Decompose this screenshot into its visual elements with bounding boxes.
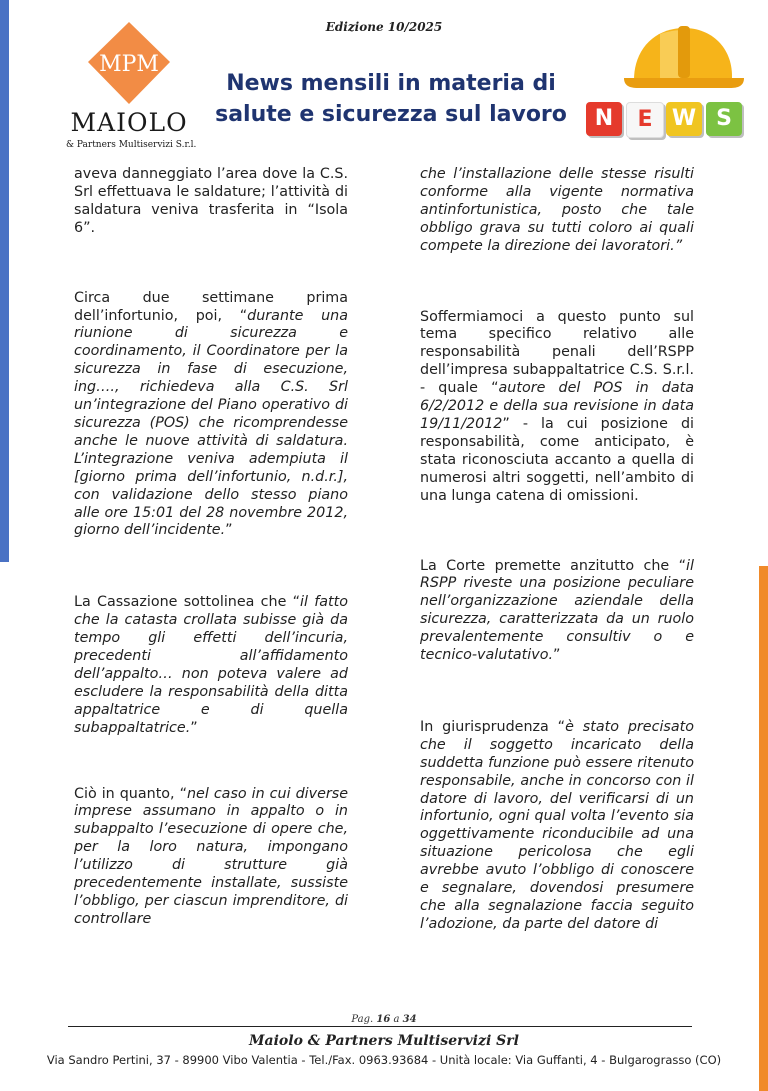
logo-initials: MPM [99, 52, 159, 77]
logo-subtitle: & Partners Multiservizi S.r.l. [66, 140, 197, 150]
left-paragraph-1: aveva danneggiato l’area dove la C.S. Srl effettuava le saldature; l’attività di saldatura veniva trasferita in “Isola 6”. [74, 166, 348, 236]
left-paragraph-3: La Cassazione sottolinea che “il fatto che la catasta crollata subisse già da tempo gli effetti dell’incuria, precedenti all’affidamento dell’appalto… non poteva valere ad escludere la responsabilità della ditta appaltatrice e di quella subappaltatrice.” [74, 594, 348, 736]
right-accent-bar [759, 566, 768, 1091]
footer-company: Maiolo & Partners Multiservizi Srl [249, 1033, 519, 1049]
news-letter-s: S [706, 102, 742, 136]
right-paragraph-1: che l’installazione delle stesse risulti conforme alla vigente normativa antinfortunistica, posto che tale obbligo grava su tutti coloro ai quali compete la direzione dei lavoratori.” [420, 166, 694, 254]
logo-diamond-icon [62, 20, 196, 112]
title-line-2: salute e sicurezza sul lavoro [215, 102, 567, 127]
newsletter-title [196, 68, 586, 130]
news-cubes [586, 102, 746, 140]
news-letter-n: N [586, 102, 622, 136]
right-paragraph-3: La Corte premette anzitutto che “il RSPP riveste una posizione peculiare nell’organizzazione aziendale della sicurezza, caratterizzata da un ruolo prevalentemente consultiv o e tecnico-valutativo.” [420, 557, 694, 664]
company-logo [62, 20, 196, 155]
left-paragraph-2: Circa due settimane prima dell’infortunio, poi, “durante una riunione di sicurezza e coordinamento, il Coordinatore per la sicurezza in fase di esecuzione, ing…., richiedeva alla C.S. Srl un’integrazione del Piano operativo di sicurezza (POS) che ricomprendesse anche le nuove attività di saldatura. L’integrazione veniva adempiuta il [giorno prima dell’infortunio, n.d.r.], con validazione dello stesso piano alle ore 15:01 del 28 novembre 2012, giorno dell’incidente.” [74, 289, 348, 539]
right-paragraph-2: Soffermiamoci a questo punto sul tema specifico relativo alle responsabilità penali dell’RSPP dell’impresa subappaltatrice C.S. S.r.l. - quale “autore del POS in data 6/2/2012 e della sua revisione in data 19/11/2012” - la cui posizione di responsabilità, come anticipato, è stata riconosciuta accanto a quella di numerosi altri soggetti, nell’ambito di una lunga catena di omissioni. [420, 308, 694, 504]
page-number: Pag. 16 a 34 [351, 1014, 417, 1025]
left-paragraph-4: Ciò in quanto, “nel caso in cui diverse imprese assumano in appalto o in subappalto l’esecuzione di opere che, per la loro natura, impongano l’utilizzo di strutture già precedentemente installate, sussiste l’obbligo, per ciascun imprenditore, di controllare [74, 785, 348, 927]
edition-label: Edizione 10/2025 [325, 20, 443, 34]
left-column [74, 166, 348, 929]
footer-address: Via Sandro Pertini, 37 - 89900 Vibo Valentia - Tel./Fax. 0963.93684 - Unità locale: Via Guffanti, 4 - Bulgarograsso (CO) [46, 1053, 722, 1067]
right-paragraph-4: In giurisprudenza “è stato precisato che il soggetto incaricato della suddetta funzione può essere ritenuto responsabile, anche in concorso con il datore di lavoro, del verificarsi di un infortunio, ogni qual volta l’evento sia oggettivamente riconducibile ad una situazione pericolosa che egli avrebbe avuto l’obbligo di conoscere e segnalare, dovendosi presumere che alla segnalazione faccia seguito l’adozione, da parte del datore di [420, 718, 694, 932]
title-line-1: News mensili in materia di [226, 71, 556, 96]
news-letter-e: E [626, 102, 664, 138]
left-accent-bar [0, 0, 9, 562]
right-column [420, 166, 694, 934]
hard-hat-icon [620, 20, 748, 92]
news-letter-w: W [666, 102, 702, 136]
logo-name: MAIOLO [70, 108, 188, 137]
footer-divider [68, 1026, 692, 1027]
